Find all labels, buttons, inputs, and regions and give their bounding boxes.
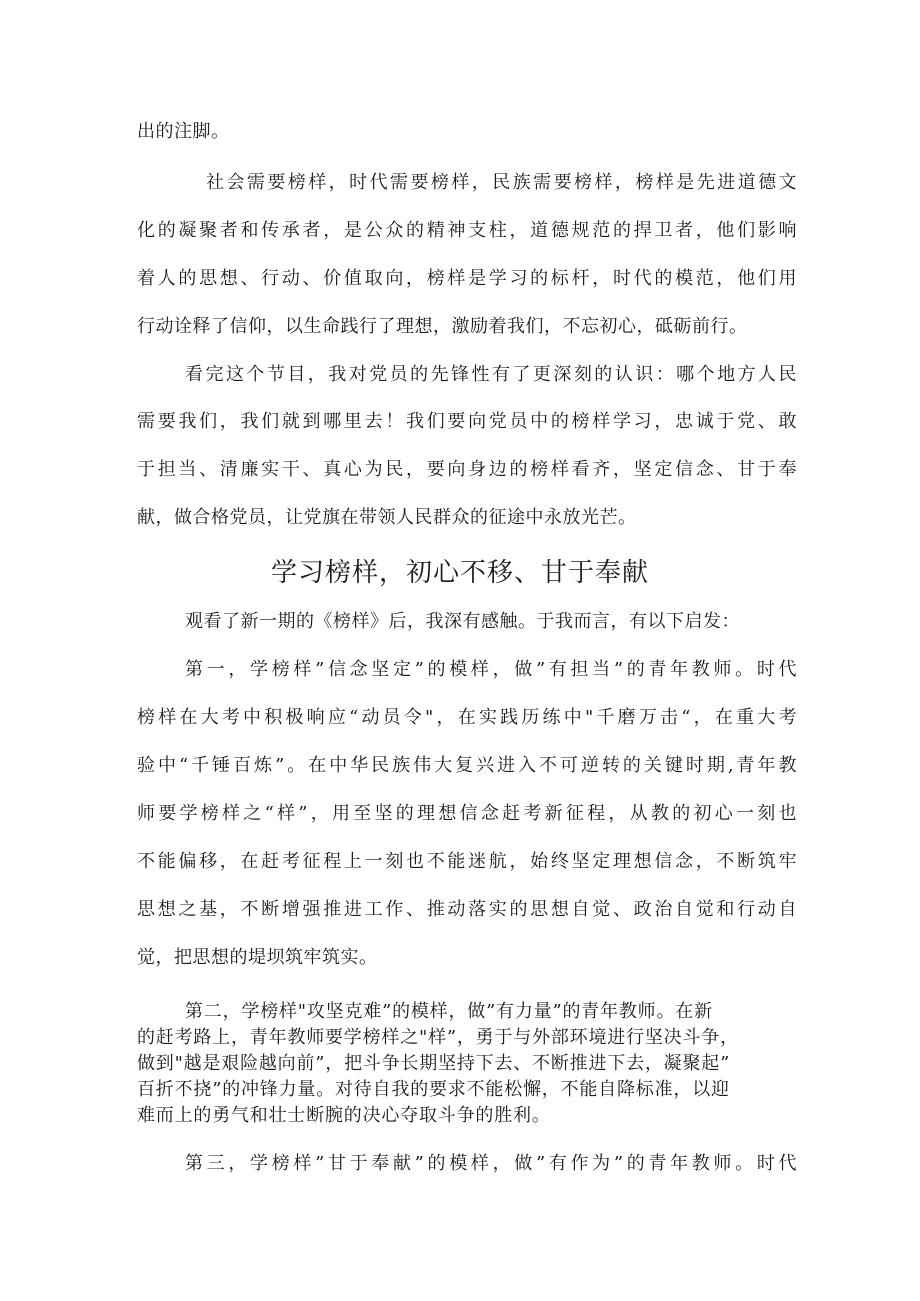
paragraph-4-line-1: 第一，学榜样”信念坚定”的模样，做”有担当”的青年教师。时代	[185, 659, 797, 680]
paragraph-5-line-1: 第二，学榜样"攻坚克难”的模样，做”有力量”的青年教师。在新	[185, 1001, 713, 1022]
intro-tail-line: 出的注脚。	[137, 121, 230, 142]
paragraph-4-line-3: 验中“千锤百炼”。在中华民族伟大复兴进入不可逆转的关键时期,青年教	[137, 755, 797, 776]
paragraph-5-line-3: 做到"越是艰险越向前”，把斗争长期坚持下去、不断推进下去，凝聚起”	[137, 1053, 731, 1074]
paragraph-5-line-4: 百折不挠”的冲锋力量。对待自我的要求不能松懈，不能自降标准，以迎	[137, 1079, 730, 1100]
paragraph-2-line-2: 需要我们，我们就到哪里去！我们要向党员中的榜样学习，忠诚于党、敢	[137, 411, 797, 432]
paragraph-4-line-4: 师要学榜样之“样”，用至坚的理想信念赶考新征程，从教的初心一刻也	[137, 803, 797, 824]
paragraph-3-line-1: 观看了新一期的《榜样》后，我深有感触。于我而言，有以下启发：	[185, 611, 740, 632]
paragraph-4-line-5: 不能偏移，在赶考征程上一刻也不能迷航，始终坚定理想信念，不断筑牢	[137, 851, 797, 872]
paragraph-5-line-2: 的赶考路上，青年教师要学榜样之"样”，勇于与外部环境进行坚决斗争，	[137, 1027, 739, 1048]
paragraph-6-line-1: 第三，学榜样”甘于奉献”的模样，做”有作为”的青年教师。时代	[185, 1153, 797, 1174]
paragraph-4-line-6: 思想之基，不断增强推进工作、推动落实的思想自觉、政治自觉和行动自	[137, 899, 797, 920]
paragraph-1-line-3: 着人的思想、行动、价值取向，榜样是学习的标杆，时代的模范，他们用	[137, 268, 797, 289]
paragraph-1-line-2: 化的凝聚者和传承者，是公众的精神支柱，道德规范的捍卫者，他们影响	[137, 220, 797, 241]
section-title: 学习榜样，初心不移、甘于奉献	[270, 558, 649, 588]
paragraph-2-line-1: 看完这个节目，我对党员的先锋性有了更深刻的认识：哪个地方人民	[185, 364, 797, 385]
paragraph-1-line-1: 社会需要榜样，时代需要榜样，民族需要榜样，榜样是先进道德文	[206, 172, 797, 193]
paragraph-4-line-7: 觉，把思想的堤坝筑牢筑实。	[137, 947, 378, 968]
paragraph-4-line-2: 榜样在大考中积极响应“动员令"，在实践历练中"千磨万击“，在重大考	[137, 707, 797, 728]
paragraph-5-line-5: 难而上的勇气和壮士断腕的决心夺取斗争的胜利。	[137, 1105, 551, 1126]
paragraph-2-line-4: 献，做合格党员，让党旗在带领人民群众的征途中永放光芒。	[137, 507, 637, 528]
paragraph-1-line-4: 行动诠释了信仰，以生命践行了理想，激励着我们，不忘初心，砥砺前行。	[137, 316, 748, 337]
paragraph-2-line-3: 于担当、清廉实干、真心为民，要向身边的榜样看齐，坚定信念、甘于奉	[137, 459, 797, 480]
